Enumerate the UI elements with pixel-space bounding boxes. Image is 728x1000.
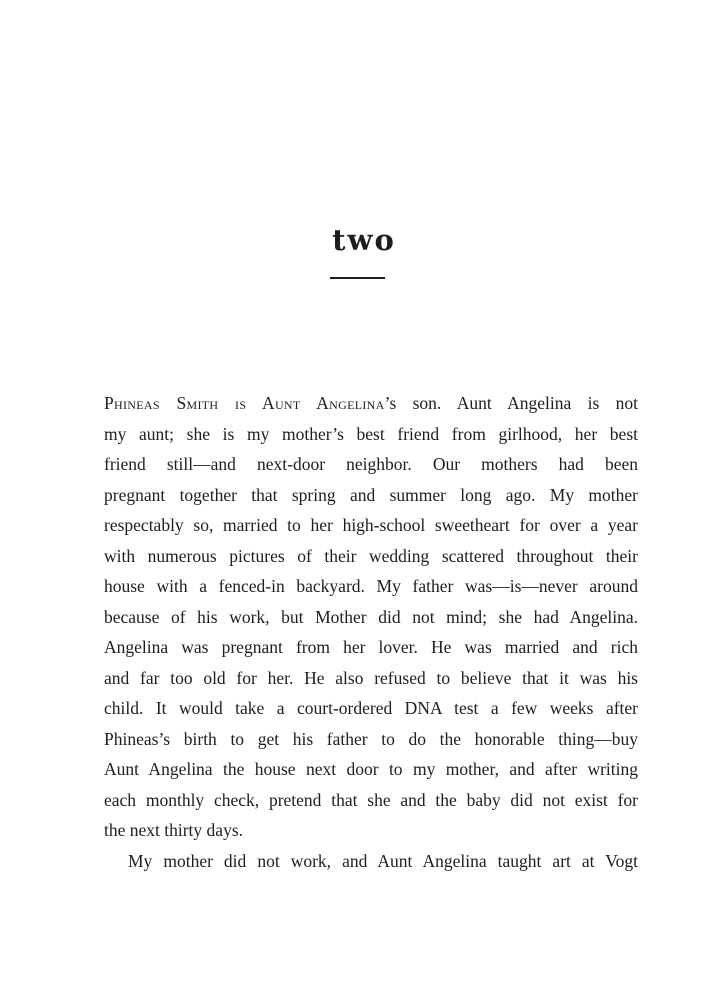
text-line: each monthly check, pretend that she and the baby did not exist for <box>104 789 638 810</box>
paragraph-1 <box>104 388 638 846</box>
text-line: My mother did not work, and Aunt Angelina taught art at Vogt <box>128 850 638 871</box>
text-line: and far too old for her. He also refused to believe that it was his <box>104 667 638 688</box>
text-line: my aunt; she is my mother’s best friend from girlhood, her best <box>104 423 638 444</box>
text-line: the next thirty days. <box>104 820 244 840</box>
text-line: house with a fenced-in backyard. My father was—is—never around <box>104 576 638 596</box>
lead-in-smallcaps: Phineas Smith is Aunt Angelina <box>104 393 385 413</box>
text-line: because of his work, but Mother did not mind; she had Angelina. <box>104 606 638 627</box>
text-line: pregnant together that spring and summer long ago. My mother <box>104 484 638 505</box>
paragraph-2 <box>104 846 638 877</box>
chapter-title-rule <box>330 277 385 279</box>
text-line: Aunt Angelina the house next door to my mother, and after writing <box>104 759 638 779</box>
chapter-title: two <box>332 223 396 257</box>
text-line: friend still—and next-door neighbor. Our mothers had been <box>104 454 638 474</box>
text-line: child. It would take a court-ordered DNA test a few weeks after <box>104 698 638 718</box>
chapter-body <box>104 388 638 876</box>
text-line: Angelina was pregnant from her lover. He was married and rich <box>104 637 638 657</box>
text-line: respectably so, married to her high-school sweetheart for over a year <box>104 515 638 535</box>
text-line: Phineas’s birth to get his father to do the honorable thing—buy <box>104 728 638 749</box>
text-line <box>104 388 638 419</box>
text-line: with numerous pictures of their wedding scattered throughout their <box>104 545 638 566</box>
text-line-content: ’s son. Aunt Angelina is not <box>384 393 639 413</box>
